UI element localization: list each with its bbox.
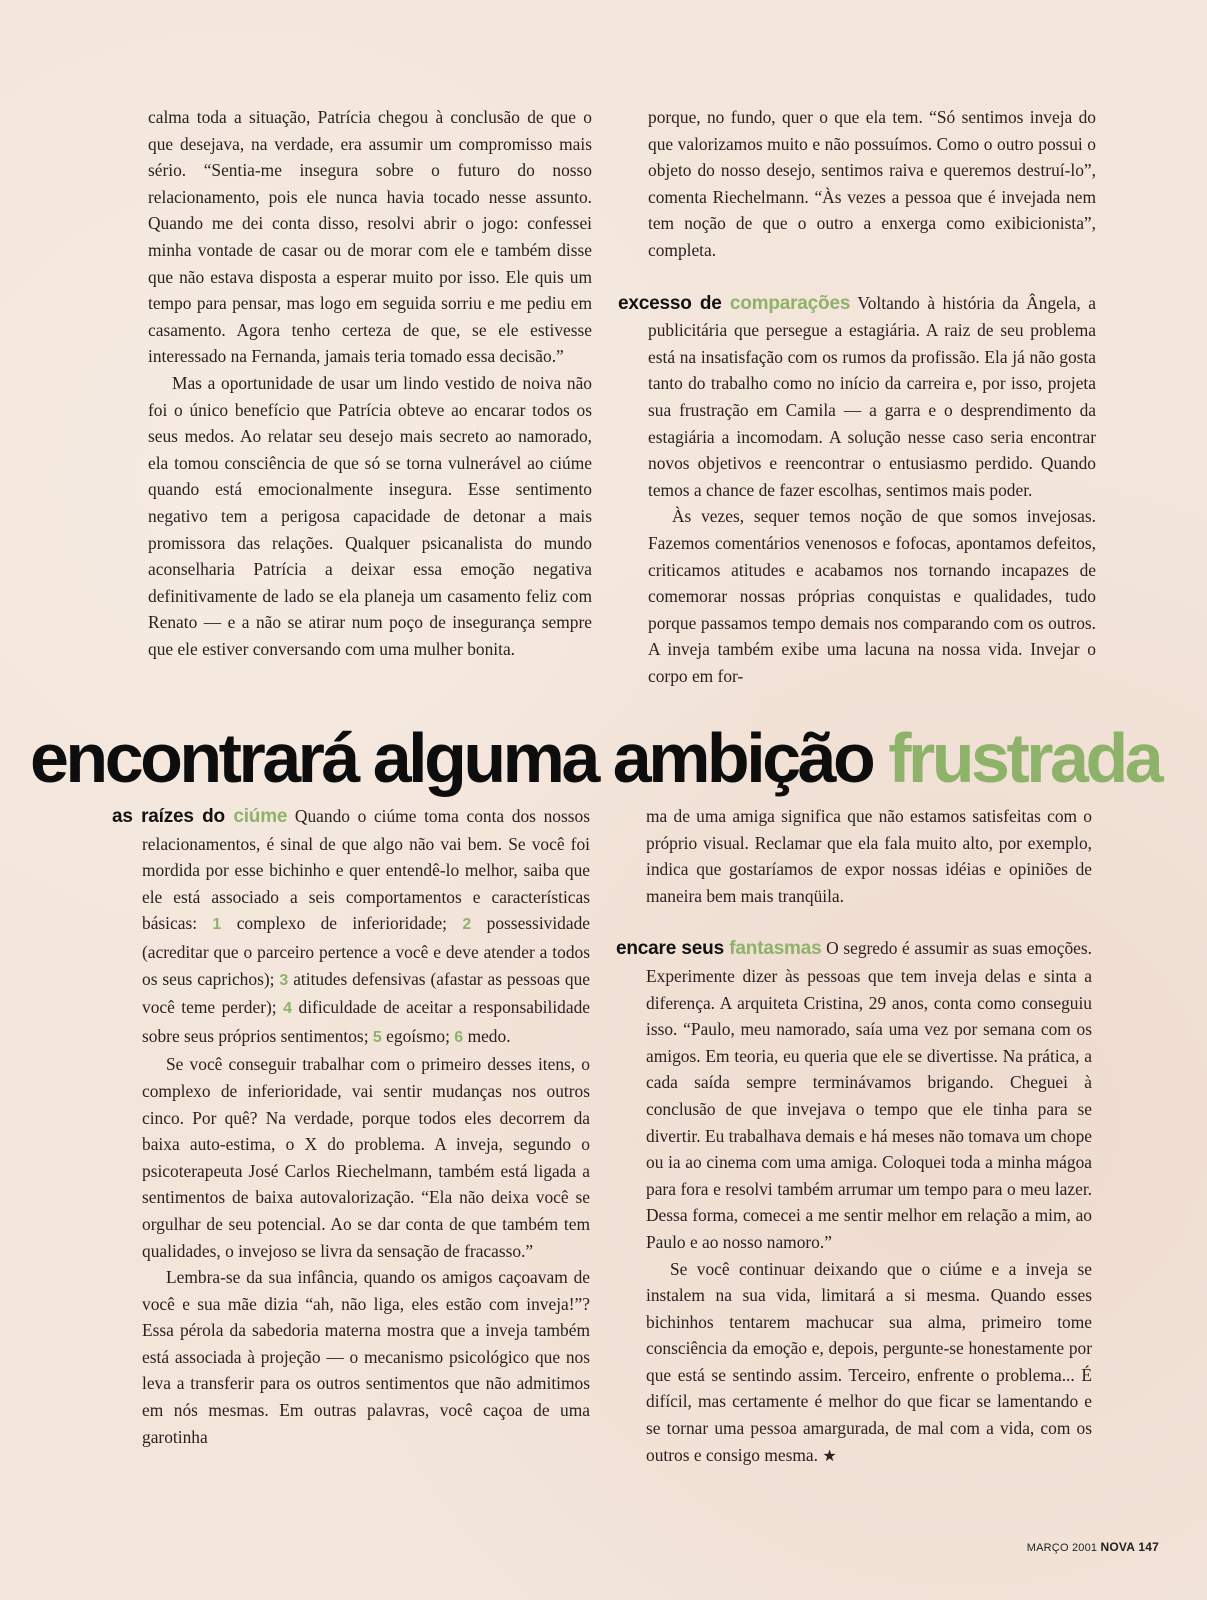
footer-magazine: NOVA [1100, 1540, 1136, 1554]
subheading: as raízes do ciúme [112, 806, 288, 827]
column-top-right [618, 104, 1096, 689]
footer-page-number: 147 [1138, 1540, 1159, 1554]
column-bottom-left [112, 803, 591, 1450]
paragraph: Voltando à história da Ângela, a publicitária que persegue a estagiária. A raiz de seu problema está na insatisfação com os rumos da profissão. Ela já não gosta tanto do trabalho como no início da carreira e, por isso, projeta sua frustração em Camila — a garra e o desprendimento da estagiária a incomodam. A solução nesse caso seria encontrar novos objetivos e reencontrar o entusiasmo perdido. Quando temos a chance de fazer escolhas, sentimos mais poder. [648, 292, 1096, 500]
paragraph: calma toda a situação, Patrícia chegou à conclusão de que o que desejava, na verdade, era assumir um compromisso mais sério. “Sentia-me insegura sobre o futuro do nosso relacionamento, pois ele nunca havia tocado nesse assunto. Quando me dei conta disso, resolvi abrir o jogo: confessei minha vontade de casar ou de morar com ele e também disse que não estava disposta a esperar muito por isso. Ele quis um tempo para pensar, mas logo em seguida sorriu e me pediu em casamento. Agora tenho certeza de que, se ele estivesse interessado na Fernanda, jamais teria tomado essa decisão.” [148, 107, 592, 367]
end-star-icon: ★ [822, 1445, 837, 1465]
headline-black: encontrará alguma ambição [30, 719, 873, 797]
column-top-left [148, 104, 592, 662]
subheading: excesso de comparações [618, 292, 851, 314]
paragraph: Se você conseguir trabalhar com o primeiro desses itens, o complexo de inferioridade, vai sentir mudanças nos outros cinco. Por quê? Na verdade, porque todos eles decorrem da baixa auto-estima, o X do problema. A inveja, segundo o psicoterapeuta José Carlos Riechelmann, também está ligada a sentimentos de baixa autovalorização. “Ela não deixa você se orgulhar de seu potencial. Ao se dar conta de que também tem qualidades, o invejoso se livra da sensação de fracasso.” [142, 1054, 590, 1261]
paragraph: Mas a oportunidade de usar um lindo vestido de noiva não foi o único benefício que Patrícia obteve ao encarar todos os seus medos. Ao relatar seu desejo mais secreto ao namorado, ela tomou consciência de que só se torna vulnerável ao ciúme quando está emocionalmente insegura. Esse sentimento negativo tem a perigosa capacidade de detonar a mais promissora das relações. Qualquer psicanalista do mundo aconselharia Patrícia a deixar essa emoção negativa definitivamente de lado se ela planeja um casamento feliz com Renato — e a não se atirar num poço de insegurança sempre que ele estiver conversando com uma mulher bonita. [148, 372, 592, 659]
headline-green: frustrada [888, 719, 1161, 797]
paragraph: Lembra-se da sua infância, quando os amigos caçoavam de você e sua mãe dizia “ah, não liga, eles estão com inveja!”? Essa pérola da sabedoria materna mostra que a inveja também está associada à projeção — o mecanismo psicológico que nos leva a transferir para os outros sentimentos que não admitimos em nós mesmas. Em outras palavras, você caçoa de uma garotinha [142, 1267, 590, 1447]
subheading: encare seus fantasmas [616, 938, 822, 960]
paragraph: Se você continuar deixando que o ciúme e a inveja se instalem na sua vida, limitará a si mesma. Quando esses bichinhos tentarem machucar sua alma, primeiro tome consciência da emoção e, depois, pergunte-se honestamente por que está se sentindo assim. Terceiro, enfrente o problema... É difícil, mas certamente é melhor do que ficar se lamentando e se tornar uma pessoa amargurada, de mal com a vida, com os outros e consigo mesma. ★ [646, 1258, 1092, 1465]
paragraph: ma de uma amiga significa que não estamos satisfeitas com o próprio visual. Reclamar que ela fala muito alto, por exemplo, indica que gostaríamos de expor nossas idéias e opiniões de maneira bem mais tranqüila. [646, 806, 1092, 906]
column-bottom-right [616, 803, 1092, 1469]
paragraph: porque, no fundo, quer o que ela tem. “Só sentimos inveja do que valorizamos muito e não possuímos. Como o outro possui o objeto do nosso desejo, sentimos raiva e queremos destruí-lo”, comenta Riechelmann. “Às vezes a pessoa que é invejada nem tem noção de que o outro a enxerga como exibicionista”, completa. [648, 107, 1096, 260]
headline [30, 718, 1180, 798]
section-raizes: as raízes do ciúme Quando o ciúme toma conta dos nossos relacionamentos, é sinal de que algo não vai bem. Se você foi mordida por esse bichinho e quer entendê-lo melhor, saiba que ele está associado a seis comportamentos e características básicas: 1 complexo de inferioridade; 2 possessividade (acreditar que o parceiro pertence a você e deve atender a todos os seus caprichos); 3 atitudes defensivas (afastar as pessoas que você teme perder); 4 dificuldade de aceitar a responsabilidade sobre seus próprios sentimentos; 5 egoísmo; 6 medo. [112, 806, 591, 1046]
section-fantasmas: encare seus fantasmas O segredo é assumir as suas emoções. Experimente dizer às pessoas que tem inveja delas e sinta a diferença. A arquiteta Cristina, 29 anos, conta como conseguiu isso. “Paulo, meu namorado, saía uma vez por semana com os amigos. Em teoria, eu queria que ele se divertisse. Na prática, a cada saída sempre terminávamos brigando. Cheguei à conclusão de que invejava o tempo que ele tinha para se divertir. Eu trabalhava demais e há meses não tomava um chope ou ia ao cinema com uma amiga. Coloquei toda a minha mágoa para fora e resolvi também arrumar um tempo para o meu lazer. Dessa forma, comecei a me sentir melhor em relação a mim, ao Paulo e ao nosso namoro.” [616, 938, 1092, 1252]
paragraph: Às vezes, sequer temos noção de que somos invejosas. Fazemos comentários venenosos e fofocas, apontamos defeitos, criticamos atitudes e acabamos nos tornando incapazes de comemorar nossas próprias conquistas e qualidades, tudo porque passamos tempo demais nos comparando com os outros. A inveja também exibe uma lacuna na nossa vida. Invejar o corpo em for- [648, 506, 1096, 686]
footer-date: MARÇO 2001 [1026, 1542, 1098, 1554]
page-footer [1027, 1540, 1159, 1554]
section-excesso [618, 290, 1096, 504]
